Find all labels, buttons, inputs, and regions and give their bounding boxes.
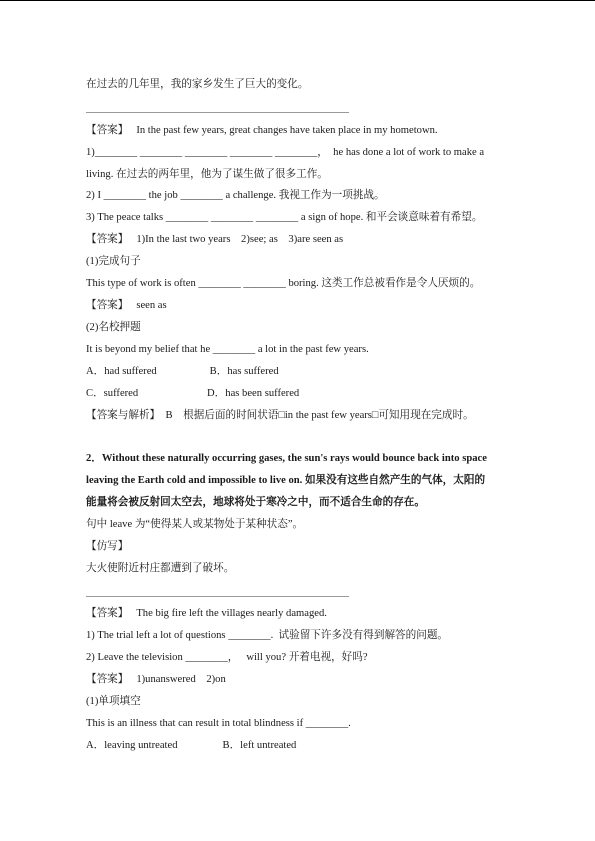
section-heading: (1)单项填空 (86, 696, 141, 707)
exercise-line: 2) Leave the television ________， will you? 开着电视，好吗? (86, 652, 368, 663)
answer-explanation: 【答案与解析】 B 根据后面的时间状语□in the past few years□可知用现在完成时。 (86, 410, 474, 421)
section-heading: (1)完成句子 (86, 256, 141, 267)
prompt-sentence: 大火使附近村庄都遭到了破坏。 (86, 563, 235, 574)
answer-line: 【答案】 1)unanswered 2)on (86, 674, 226, 685)
answer-blank-line (86, 596, 349, 597)
answer-blank-line (86, 112, 349, 113)
item-2-heading: leaving the Earth cold and impossible to live on. 如果没有这些自然产生的气体，太阳的 (86, 475, 486, 486)
exercise-line: It is beyond my belief that he ________ a lot in the past few years. (86, 344, 369, 355)
exercise-line: 2) I ________ the job ________ a challenge. 我视工作为一项挑战。 (86, 190, 385, 201)
answer-line: 【答案】 1)In the last two years 2)see; as 3)are seen as (86, 234, 344, 245)
item-2-heading: 2．Without these naturally occurring gases, the sun's rays would bounce back into space (86, 453, 487, 464)
exercise-line: 1)________ ________ ________ ________ ________， he has done a lot of work to make a (86, 147, 485, 158)
explanation-line: 句中 leave 为“使得某人或某物处于某种状态”。 (86, 519, 304, 530)
section-heading: 【仿写】 (86, 541, 129, 552)
exercise-line: living. 在过去的两年里，他为了谋生做了很多工作。 (86, 169, 328, 180)
choice-line: A．leaving untreated B．left untreated (86, 740, 297, 751)
exercise-line: This is an illness that can result in total blindness if ________. (86, 718, 351, 729)
item-2-heading: 能量将会被反射回太空去，地球将处于寒冷之中，而不适合生命的存在。 (86, 497, 425, 508)
exercise-line: 1) The trial left a lot of questions ________. 试验留下许多没有得到解答的问题。 (86, 630, 449, 641)
answer-line: 【答案】 In the past few years, great changes have taken place in my hometown. (86, 125, 438, 136)
answer-line: 【答案】 seen as (86, 300, 167, 311)
exercise-line: This type of work is often ________ ________ boring. 这类工作总被看作是令人厌烦的。 (86, 278, 481, 289)
exercise-line: 3) The peace talks ________ ________ ________ a sign of hope. 和平会谈意味着有希望。 (86, 212, 483, 223)
answer-line: 【答案】 The big fire left the villages nearly damaged. (86, 608, 327, 619)
choice-line: A．had suffered B．has suffered (86, 366, 279, 377)
section-heading: (2)名校押题 (86, 322, 141, 333)
page-top-border (0, 0, 595, 1)
prompt-sentence: 在过去的几年里，我的家乡发生了巨大的变化。 (86, 79, 309, 90)
choice-line: C．suffered D．has been suffered (86, 388, 300, 399)
